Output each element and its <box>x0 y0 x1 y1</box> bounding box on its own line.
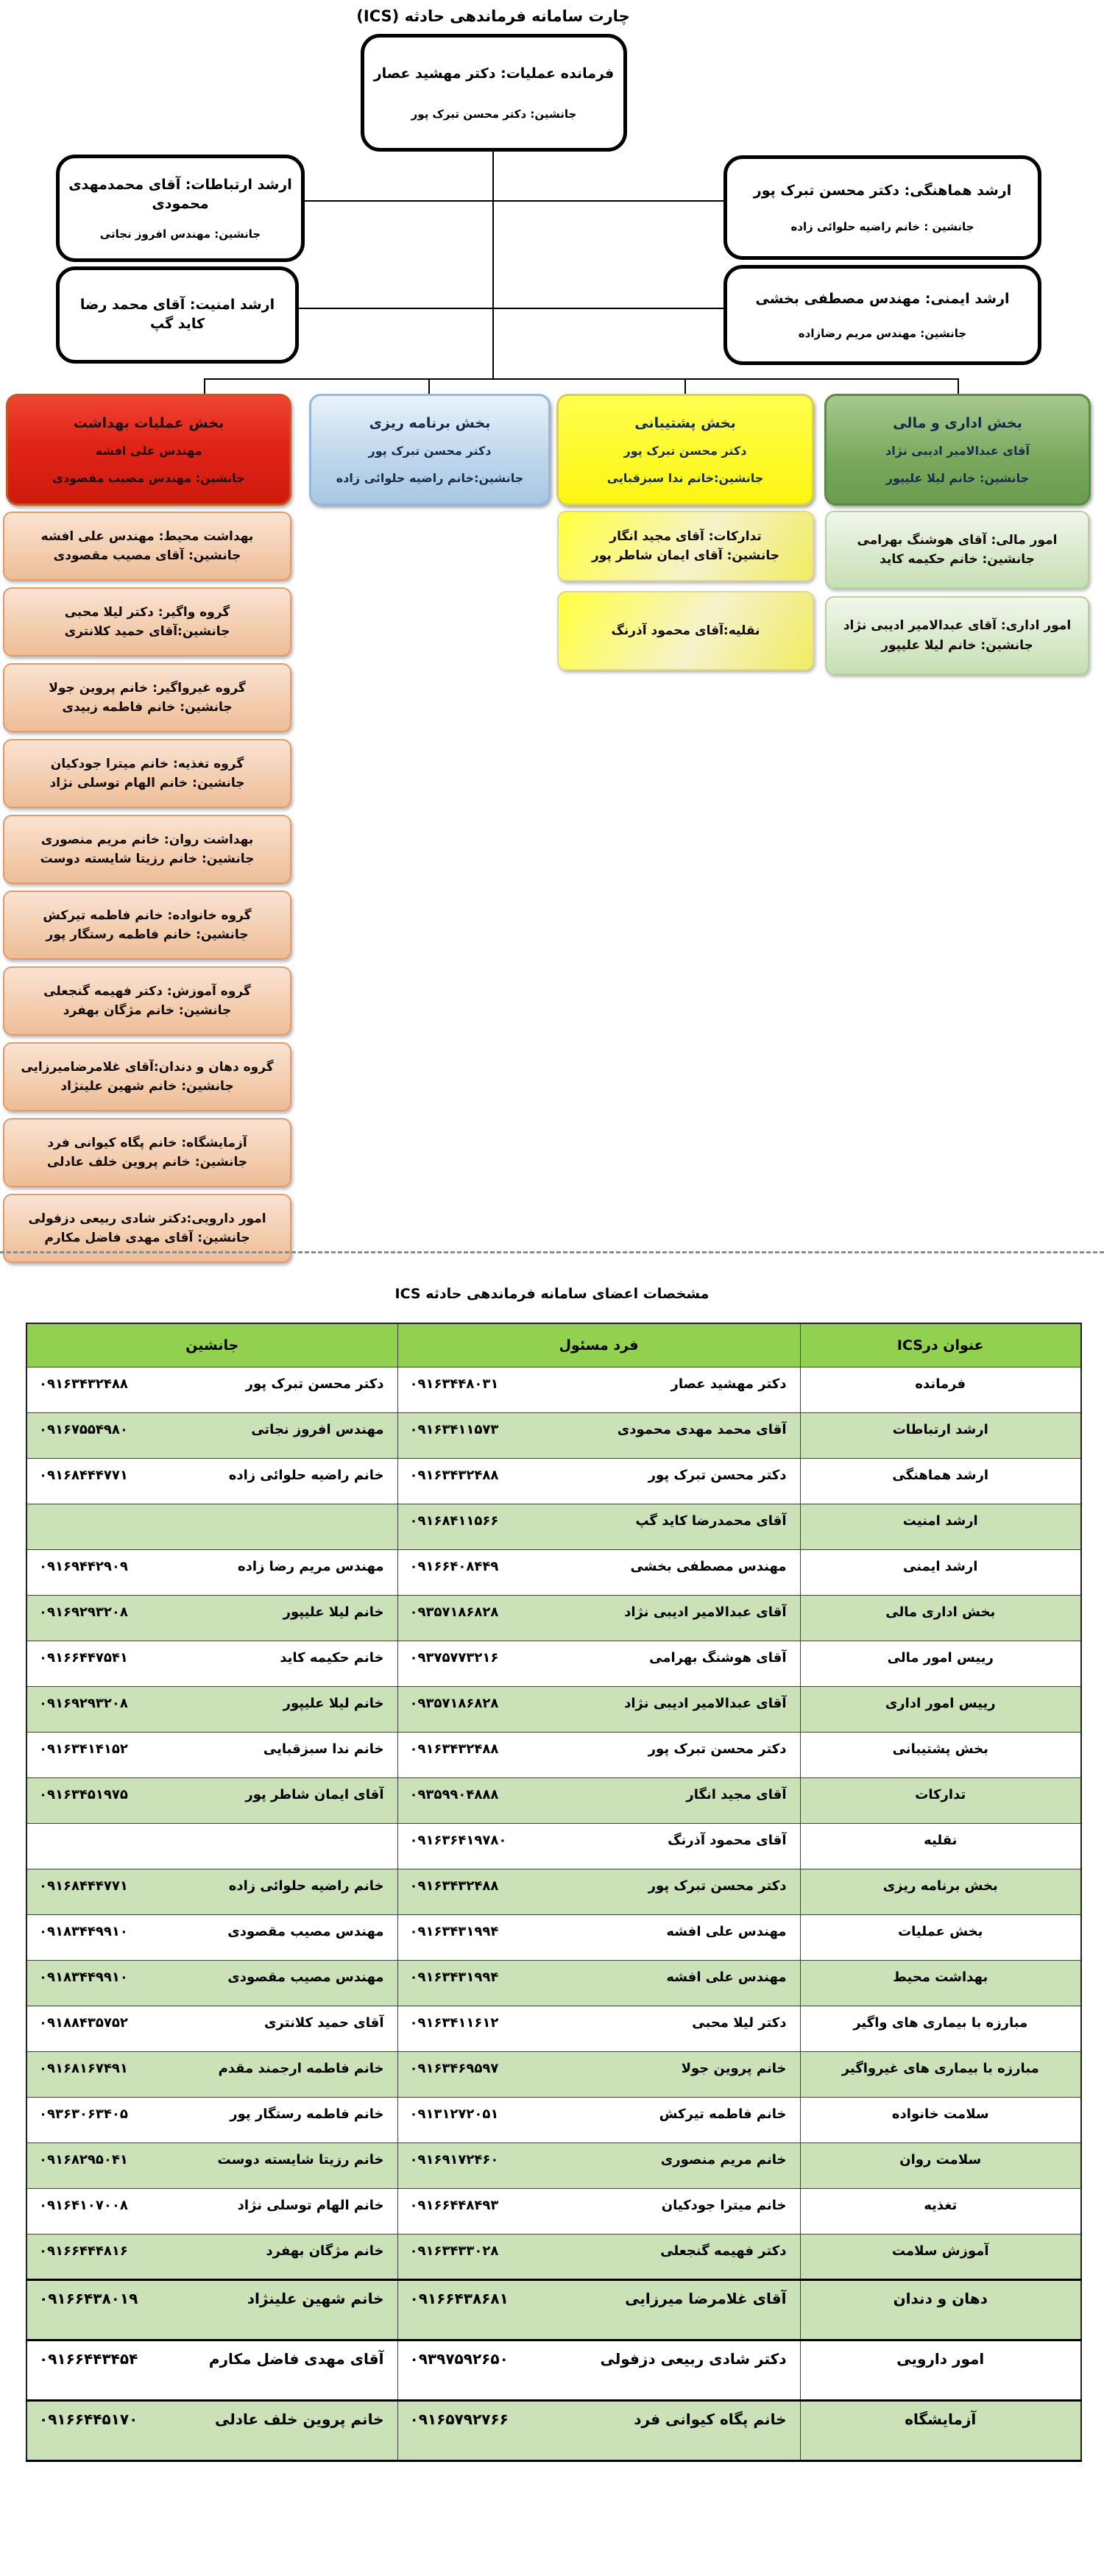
section-title: بخش اداری و مالی <box>893 414 1022 431</box>
table-row <box>26 2006 1081 2052</box>
role-cell: آزمایشگاه <box>905 2410 977 2428</box>
person-phone: ۰۹۱۶۳۴۴۸۰۳۱ <box>409 1376 499 1392</box>
commander-deputy: جانشین: دکتر محسن تبرک پور <box>411 107 577 121</box>
health-units-stack <box>3 512 291 1270</box>
logistics-unit-box-transport <box>557 591 814 670</box>
health-unit-box <box>3 1118 291 1187</box>
section-lead: دکتر محسن تبرک پور <box>368 444 492 458</box>
deputy-name: خانم پروین خلف عادلی <box>215 2410 384 2428</box>
role-cell: سلامت روان <box>899 2152 982 2168</box>
unit-lead: امور مالی: آقای هوشنگ بهرامی <box>857 532 1058 548</box>
deputy-phone: ۰۹۱۶۶۴۴۴۸۱۶ <box>39 2243 128 2259</box>
deputy-name: دکتر محسن تبرک پور <box>245 1376 384 1392</box>
person-name: آقای غلامرضا میرزایی <box>625 2290 787 2307</box>
table-row <box>26 2098 1081 2143</box>
unit-lead: امور دارویی:دکتر شادی ربیعی دزفولی <box>28 1211 266 1226</box>
deputy-cell <box>27 2098 397 2122</box>
section-box-planning <box>309 394 551 506</box>
unit-lead: گروه واگیر: دکتر لیلا محبی <box>64 604 230 620</box>
deputy-phone: ۰۹۱۶۸۴۴۴۷۷۱ <box>39 1468 128 1483</box>
deputy-cell <box>27 1413 397 1437</box>
person-cell <box>398 1915 800 1939</box>
deputy-phone: ۰۹۱۶۸۱۶۷۴۹۱ <box>39 2061 128 2076</box>
health-unit-box <box>3 815 291 884</box>
person-cell <box>398 2402 800 2428</box>
deputy-cell <box>27 1733 397 1757</box>
deputy-name: خانم رزیتا شایسته دوست <box>217 2152 384 2168</box>
section-deputy: جانشین: خانم لیلا علیپور <box>885 470 1030 485</box>
logistics-unit-box-supplies <box>557 511 814 581</box>
officer-title: ارشد امنیت: آقای محمد رضا کاید گپ <box>79 297 275 332</box>
deputy-cell <box>27 1596 397 1620</box>
deputy-cell <box>27 2234 397 2259</box>
health-unit-box <box>3 663 291 732</box>
person-name: آقای عبدالامیر ادیبی نژاد <box>624 1604 787 1620</box>
unit-deputy: جانشین: خانم فاطمه رستگار پور <box>46 927 249 942</box>
deputy-phone: ۰۹۱۶۸۴۴۴۷۷۱ <box>39 1878 128 1894</box>
role-cell: فرمانده <box>915 1376 966 1392</box>
person-phone: ۰۹۱۶۶۴۳۸۶۸۱ <box>409 2290 509 2307</box>
person-cell <box>398 2281 800 2307</box>
unit-deputy: جانشین: آقای مصیب مقصودی <box>53 548 241 563</box>
unit-lead: بهداشت روان: خانم مریم منصوری <box>40 832 254 847</box>
table-row <box>26 2234 1081 2280</box>
table-row <box>26 1596 1081 1641</box>
person-phone: ۰۹۱۶۹۱۷۲۴۶۰ <box>409 2152 499 2168</box>
role-cell: سلامت خانواده <box>891 2106 989 2122</box>
deputy-cell <box>27 2143 397 2168</box>
deputy-cell <box>27 1687 397 1711</box>
person-cell <box>398 1961 800 1985</box>
role-cell: مبارزه با بیماری های واگیر <box>853 2015 1028 2031</box>
deputy-name: خانم حکیمه کاید <box>280 1650 384 1666</box>
deputy-phone: ۰۹۱۶۶۴۴۷۵۴۱ <box>39 1650 128 1666</box>
health-unit-box <box>3 739 291 808</box>
deputy-cell <box>27 1459 397 1483</box>
dashed-divider <box>0 1251 1104 1253</box>
role-cell: بخش پشتیبانی <box>892 1741 988 1757</box>
table-row <box>26 1869 1081 1915</box>
table-row <box>26 2401 1081 2461</box>
deputy-name: خانم لیلا علیپور <box>283 1696 384 1711</box>
person-name: آقای محمدرضا کاید گپ <box>635 1513 787 1529</box>
role-cell: امور دارویی <box>896 2350 985 2368</box>
person-phone: ۰۹۱۶۳۴۶۹۵۹۷ <box>409 2061 499 2076</box>
deputy-phone: ۰۹۱۶۶۴۴۵۱۷۰ <box>39 2410 138 2428</box>
person-phone: ۰۹۳۹۷۵۹۲۶۵۰ <box>409 2350 509 2368</box>
table-row <box>26 1824 1081 1869</box>
deputy-name: خانم فاطمه ارجمند مقدم <box>218 2061 384 2076</box>
officer-deputy: جانشین: مهندس مریم رضازاده <box>798 326 967 340</box>
table-row <box>26 2052 1081 2098</box>
person-phone: ۰۹۱۶۳۴۱۱۵۷۳ <box>409 1422 499 1437</box>
unit-lead: تدارکات: آقای مجید انگار <box>609 528 762 544</box>
person-phone: ۰۹۳۵۹۹۰۴۸۸۸ <box>409 1787 499 1802</box>
deputy-phone: ۰۹۱۶۹۴۴۲۹۰۹ <box>39 1559 128 1574</box>
role-cell: ارشد امنیت <box>902 1513 978 1529</box>
deputy-cell <box>27 1869 397 1894</box>
unit-lead: آزمایشگاه: خانم پگاه کیوانی فرد <box>47 1135 247 1150</box>
deputy-cell <box>27 2281 397 2307</box>
role-cell: بخش عملیات <box>898 1924 983 1939</box>
role-cell: بخش برنامه ریزی <box>882 1878 998 1894</box>
unit-lead: گروه دهان و دندان:آقای غلامرضامیرزایی <box>21 1059 274 1075</box>
table-row <box>26 1641 1081 1687</box>
unit-lead: امور اداری: آقای عبدالامیر ادیبی نژاد <box>843 618 1072 634</box>
person-phone: ۰۹۱۶۳۴۳۱۹۹۴ <box>409 1970 499 1985</box>
deputy-name: خانم راضیه حلوائی زاده <box>228 1878 384 1894</box>
role-cell: نقلیه <box>924 1833 958 1848</box>
role-cell: دهان و دندان <box>893 2290 988 2307</box>
unit-deputy: جانشین: خانم پروین خلف عادلی <box>46 1155 248 1170</box>
unit-deputy: جانشین: خانم لیلا علیپور <box>881 637 1033 653</box>
person-name: خانم مریم منصوری <box>660 2152 787 2168</box>
person-cell <box>398 1504 800 1529</box>
deputy-phone: ۰۹۱۸۳۴۴۹۹۱۰ <box>39 1970 128 1985</box>
deputy-phone: ۰۹۳۶۳۰۶۳۴۰۵ <box>39 2106 128 2122</box>
unit-deputy: جانشین: خانم فاطمه زبیدی <box>62 700 233 715</box>
deputy-name: مهندس مصیب مقصودی <box>227 1924 384 1939</box>
person-phone: ۰۹۳۵۷۱۸۶۸۲۸ <box>409 1604 499 1620</box>
unit-lead: گروه آموزش: دکتر فهیمه گنجعلی <box>43 983 251 999</box>
person-phone: ۰۹۱۶۳۴۳۲۴۸۸ <box>409 1878 499 1894</box>
deputy-cell <box>27 1915 397 1939</box>
deputy-phone: ۰۹۱۶۳۴۳۲۴۸۸ <box>39 1376 128 1392</box>
person-name: آقای محمد مهدی محمودی <box>617 1422 787 1437</box>
person-cell <box>398 1596 800 1620</box>
person-phone: ۰۹۱۶۳۶۴۱۹۷۸۰ <box>409 1833 507 1848</box>
role-cell: آموزش سلامت <box>891 2243 989 2259</box>
deputy-name: خانم لیلا علیپور <box>283 1604 384 1620</box>
table-body <box>26 1367 1081 2461</box>
person-cell <box>398 1869 800 1894</box>
table-row <box>26 1961 1081 2006</box>
deputy-cell <box>27 1778 397 1802</box>
section-deputy: جانشین:خانم ندا سبزقبایی <box>606 470 764 485</box>
person-cell <box>398 1778 800 1802</box>
unit-lead: گروه غیرواگیر: خانم پروین جولا <box>49 680 246 696</box>
deputy-name: مهندس مریم رضا زاده <box>237 1559 384 1574</box>
person-name: خانم میترا جودکیان <box>661 2198 787 2213</box>
person-name: دکتر شادی ربیعی دزفولی <box>600 2350 787 2368</box>
person-cell <box>398 2143 800 2168</box>
deputy-cell <box>27 2341 397 2368</box>
person-cell <box>398 1641 800 1666</box>
person-name: دکتر لیلا محبی <box>692 2015 787 2031</box>
health-unit-box <box>3 587 291 657</box>
officer-title: ارشد ارتباطات: آقای محمدمهدی محمودی <box>68 177 292 212</box>
person-cell <box>398 1413 800 1437</box>
members-table <box>26 1323 1082 2462</box>
unit-deputy: جانشین:آقای حمید کلانتری <box>64 624 230 639</box>
commander-box <box>361 34 627 152</box>
deputy-phone: ۰۹۱۸۸۴۳۵۷۵۲ <box>39 2015 128 2031</box>
deputy-cell <box>27 1367 397 1392</box>
person-phone: ۰۹۱۶۳۴۳۳۰۲۸ <box>409 2243 499 2259</box>
person-name: آقای محمود آذرنگ <box>668 1833 787 1848</box>
table-row <box>26 1413 1081 1459</box>
person-phone: ۰۹۱۳۱۲۷۲۰۵۱ <box>409 2106 499 2122</box>
unit-deputy: جانشین: آقای ایمان شاطر پور <box>592 548 779 563</box>
person-name: آقای مجید انگار <box>686 1787 787 1802</box>
role-cell: تغذیه <box>924 2198 958 2213</box>
person-name: دکتر محسن تبرک پور <box>648 1468 787 1483</box>
connector-stub-right2 <box>492 308 725 309</box>
officer-deputy: جانشین: مهندس افروز نجاتی <box>99 227 261 241</box>
header-deputy: جانشین <box>26 1323 397 1367</box>
person-cell <box>398 2234 800 2259</box>
officer-box-coordination <box>723 155 1041 260</box>
person-name: مهندس علی افشه <box>666 1970 787 1985</box>
unit-deputy: جانشین: خانم رزیتا شایسته دوست <box>40 852 255 866</box>
deputy-name: خانم ندا سبزقبایی <box>263 1741 384 1757</box>
table-row <box>26 1459 1081 1504</box>
deputy-name: آقای مهدی فاضل مکارم <box>208 2350 384 2368</box>
table-row <box>26 1733 1081 1778</box>
person-name: مهندس علی افشه <box>666 1924 787 1939</box>
role-cell: رییس امور اداری <box>885 1696 996 1711</box>
deputy-phone: ۰۹۱۶۳۴۱۴۱۵۲ <box>39 1741 128 1757</box>
table-row <box>26 1367 1081 1413</box>
health-unit-box <box>3 891 291 960</box>
table-row <box>26 2143 1081 2189</box>
admin-unit-box-administrative <box>825 596 1089 675</box>
deputy-name: مهندس مصیب مقصودی <box>227 1970 384 1985</box>
person-name: خانم پگاه کیوانی فرد <box>634 2410 787 2428</box>
connector-bar <box>204 378 959 380</box>
deputy-name: مهندس افروز نجاتی <box>251 1422 384 1437</box>
table-row <box>26 2189 1081 2234</box>
person-cell <box>398 2052 800 2076</box>
deputy-name: خانم راضیه حلوائی زاده <box>228 1468 384 1483</box>
person-phone: ۰۹۱۶۸۴۱۱۵۶۶ <box>409 1513 499 1529</box>
role-cell: بهداشت محیط <box>893 1970 988 1985</box>
unit-deputy: جانشین: خانم مژگان بهفرد <box>63 1003 232 1018</box>
deputy-cell <box>27 2189 397 2213</box>
role-cell: ارشد هماهنگی <box>892 1468 989 1483</box>
page-title: چارت سامانه فرماندهی حادثه (ICS) <box>356 7 630 25</box>
deputy-phone: ۰۹۱۶۷۵۵۴۹۸۰ <box>39 1422 128 1437</box>
unit-lead: بهداشت محیط: مهندس علی افشه <box>40 528 254 544</box>
unit-deputy: جانشین: خانم الهام توسلی نژاد <box>49 776 245 790</box>
table-row <box>26 1687 1081 1733</box>
deputy-name: خانم فاطمه رستگار پور <box>230 2106 384 2122</box>
officer-box-safety <box>723 265 1041 365</box>
officer-deputy: جانشین : خانم راضیه حلوائی زاده <box>790 219 974 233</box>
role-cell: مبارزه با بیماری های غیرواگیر <box>841 2061 1039 2076</box>
table-row <box>26 1778 1081 1824</box>
section-deputy: جانشین: مهندس مصیب مقصودی <box>52 470 245 485</box>
connector-stub-left2 <box>298 308 494 309</box>
officer-title: ارشد ایمنی: مهندس مصطفی بخشی <box>755 291 1010 308</box>
unit-deputy: جانشین: خانم حکیمه کاید <box>880 552 1035 567</box>
deputy-name: خانم مژگان بهفرد <box>266 2243 384 2259</box>
section-title: بخش عملیات بهداشت <box>73 414 224 431</box>
person-phone: ۰۹۱۶۶۴۰۸۴۴۹ <box>409 1559 499 1574</box>
section-title: بخش برنامه ریزی <box>369 414 491 431</box>
section-deputy: جانشین:خانم راضیه حلوائی زاده <box>336 470 524 485</box>
deputy-phone: ۰۹۱۶۹۲۹۳۲۰۸ <box>39 1604 128 1620</box>
role-cell: بخش اداری مالی <box>885 1604 996 1620</box>
person-phone: ۰۹۱۶۳۴۱۱۶۱۲ <box>409 2015 499 2031</box>
person-name: خانم فاطمه تیرکش <box>659 2106 787 2122</box>
commander-title: فرمانده عملیات: دکتر مهشید عصار <box>373 66 615 82</box>
health-unit-box <box>3 512 291 581</box>
person-name: آقای هوشنگ بهرامی <box>649 1650 787 1666</box>
section-lead: مهندس علی افشه <box>95 444 202 458</box>
table-header <box>26 1323 1081 1367</box>
person-phone: ۰۹۱۶۶۴۴۸۴۹۳ <box>409 2198 499 2213</box>
deputy-cell <box>27 1641 397 1666</box>
person-cell <box>398 1367 800 1392</box>
person-cell <box>398 1550 800 1574</box>
deputy-phone: ۰۹۱۸۳۴۴۹۹۱۰ <box>39 1924 128 1939</box>
health-unit-box <box>3 966 291 1036</box>
person-name: دکتر فهیمه گنجعلی <box>660 2243 787 2259</box>
person-cell <box>398 2341 800 2368</box>
person-phone: ۰۹۱۶۳۴۳۱۹۹۴ <box>409 1924 499 1939</box>
unit-lead: نقلیه:آقای محمود آذرنگ <box>611 623 760 638</box>
unit-deputy: جانشین: آقای مهدی فاضل مکارم <box>44 1231 250 1245</box>
deputy-phone: ۰۹۱۶۹۲۹۳۲۰۸ <box>39 1696 128 1711</box>
officer-title: ارشد هماهنگی: دکتر محسن تبرک پور <box>753 183 1012 199</box>
section-lead: دکتر محسن تبرک پور <box>623 444 747 458</box>
header-person: فرد مسئول <box>397 1323 800 1367</box>
table-row <box>26 2340 1081 2401</box>
deputy-cell <box>27 1504 397 1513</box>
deputy-cell <box>27 2006 397 2031</box>
table-row <box>26 2280 1081 2340</box>
person-cell <box>398 1687 800 1711</box>
unit-lead: گروه تغذیه: خانم میترا جودکیان <box>50 756 244 771</box>
person-name: دکتر محسن تبرک پور <box>648 1878 787 1894</box>
deputy-cell <box>27 2052 397 2076</box>
deputy-phone: ۰۹۱۶۶۴۴۳۴۵۴ <box>39 2350 138 2368</box>
deputy-name: خانم الهام توسلی نژاد <box>237 2198 384 2213</box>
deputy-cell <box>27 1550 397 1574</box>
section-title: بخش پشتیبانی <box>634 414 736 431</box>
deputy-name: خانم شهین علینژاد <box>247 2290 384 2307</box>
deputy-name: آقای ایمان شاطر پور <box>245 1787 384 1802</box>
person-phone: ۰۹۱۶۳۴۳۲۴۸۸ <box>409 1468 499 1483</box>
deputy-phone: ۰۹۱۶۴۱۰۷۰۰۸ <box>39 2198 128 2213</box>
section-box-admin-finance <box>824 394 1091 506</box>
header-role: عنوان درICS <box>800 1323 1081 1367</box>
person-phone: ۰۹۳۷۵۷۷۳۲۱۶ <box>409 1650 499 1666</box>
role-cell: ارشد ارتباطات <box>892 1422 988 1437</box>
admin-unit-box-finance <box>825 511 1089 589</box>
person-phone: ۰۹۱۶۵۷۹۲۷۶۶ <box>409 2410 509 2428</box>
section-lead: آقای عبدالامیر ادیبی نژاد <box>885 444 1030 458</box>
deputy-cell <box>27 1961 397 1985</box>
unit-deputy: جانشین: خانم شهین علینژاد <box>60 1079 234 1094</box>
table-row <box>26 1550 1081 1596</box>
person-name: آقای عبدالامیر ادیبی نژاد <box>624 1696 787 1711</box>
person-phone: ۰۹۳۵۷۱۸۶۸۲۸ <box>409 1696 499 1711</box>
section-box-health-operations <box>6 394 291 506</box>
deputy-cell <box>27 1824 397 1833</box>
person-name: دکتر مهشید عصار <box>670 1376 787 1392</box>
connector-trunk <box>492 152 494 380</box>
person-cell <box>398 1824 800 1848</box>
table-row <box>26 1504 1081 1550</box>
person-name: مهندس مصطفی بخشی <box>630 1559 787 1574</box>
role-cell: تدارکات <box>915 1787 966 1802</box>
role-cell: رییس امور مالی <box>887 1650 994 1666</box>
person-cell <box>398 1459 800 1483</box>
officer-box-communications <box>56 155 305 262</box>
person-phone: ۰۹۱۶۳۴۳۲۴۸۸ <box>409 1741 499 1757</box>
person-cell <box>398 2006 800 2031</box>
connector-stub-left1 <box>304 200 494 202</box>
table-title: مشخصات اعضای سامانه فرماندهی حادثه ICS <box>394 1286 710 1302</box>
deputy-name: آقای حمید کلانتری <box>264 2015 384 2031</box>
person-name: دکتر محسن تبرک پور <box>648 1741 787 1757</box>
unit-lead: گروه خانواده: خانم فاطمه تیرکش <box>43 907 252 923</box>
person-cell <box>398 1733 800 1757</box>
person-name: خانم پروین جولا <box>681 2061 787 2076</box>
deputy-phone: ۰۹۱۶۸۲۹۵۰۴۱ <box>39 2152 128 2168</box>
deputy-phone: ۰۹۱۶۶۴۳۸۰۱۹ <box>39 2290 138 2307</box>
deputy-cell <box>27 2402 397 2428</box>
section-box-logistics <box>556 394 814 506</box>
person-cell <box>398 2189 800 2213</box>
role-cell: ارشد ایمنی <box>903 1559 978 1574</box>
table-row <box>26 1915 1081 1961</box>
officer-box-security <box>56 266 299 364</box>
deputy-phone: ۰۹۱۶۳۴۵۱۹۷۵ <box>39 1787 128 1802</box>
person-cell <box>398 2098 800 2122</box>
connector-stub-right1 <box>492 200 725 202</box>
health-unit-box <box>3 1042 291 1111</box>
